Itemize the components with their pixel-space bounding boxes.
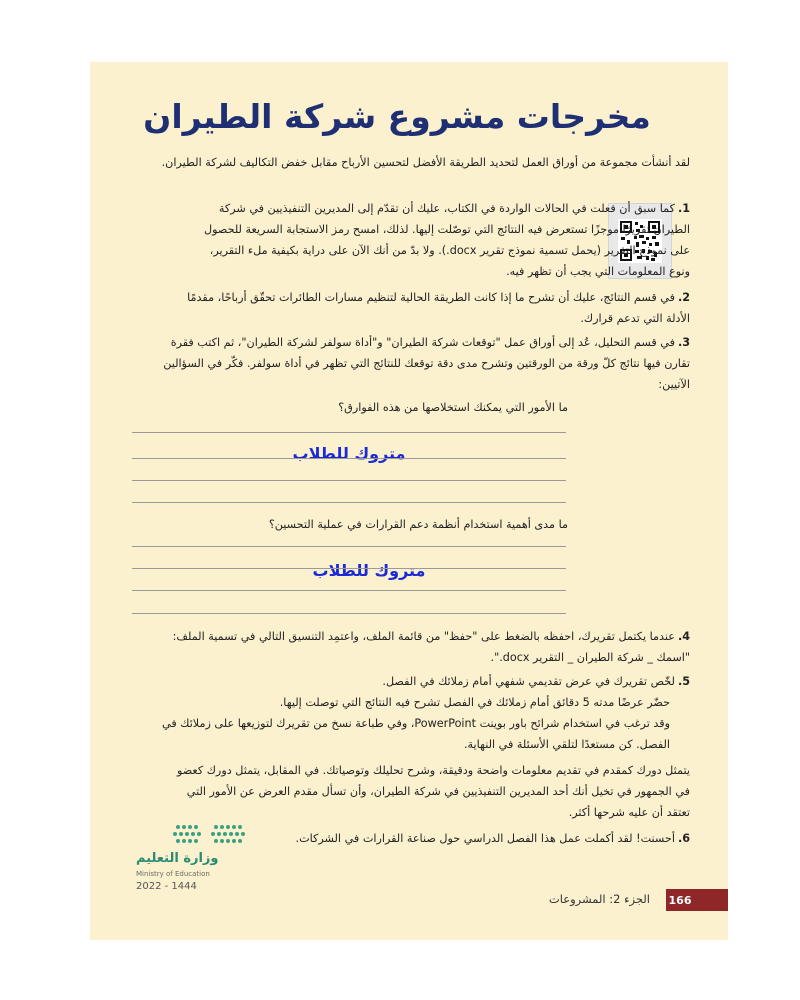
answer-line bbox=[132, 590, 566, 591]
presentation-paragraph-3: يتمثل دورك كمقدم في تقديم معلومات واضحة ودقيقة، وشرح تحليلك وتوصياتك. في المقابل، يتمثل دورك كعضو في الجمهور في تخيل أنك أحد المديرين التنفيذيين في شركة الطيران، وأن تسأل مقدم العرض عن الأمور التي تعتقد أن عليه شرحها أكثر. bbox=[176, 764, 690, 819]
item-number: 4. bbox=[677, 630, 690, 643]
item-number: 6. bbox=[677, 832, 690, 845]
answer-1: متروك للطلاب bbox=[292, 444, 406, 463]
list-item bbox=[220, 828, 690, 849]
answer-line bbox=[132, 546, 566, 547]
answer-line bbox=[132, 432, 566, 433]
answer-line bbox=[132, 458, 566, 459]
item-text: كما سبق أن فعلت في الحالات الواردة في الكتاب، عليك أن تقدّم إلى المديرين التنفيذيين في شركة الطيران تقريرًا موجزًا تستعرض فيه النتائج التي توصّلت إليها. لذلك، امسح رمز الاستجابة السريعة للحصول على نموذج التقرير (يحمل تسمية نموذج تقرير docx.). ولا بدّ من أنك الآن على دراية بكيفية ملء التقرير، ونوع المعلومات التي يجب أن تظهر فيه. bbox=[204, 202, 690, 278]
list-item bbox=[200, 198, 690, 282]
page-number: 166 bbox=[668, 893, 692, 907]
item-text: في قسم النتائج، عليك أن تشرح ما إذا كانت الطريقة الحالية لتنظيم مسارات الطائرات تحقّق أرباحًا، مقدمًا الأدلة التي تدعم قرارك. bbox=[187, 291, 690, 325]
list-item bbox=[160, 287, 690, 329]
item-number: 1. bbox=[677, 202, 690, 215]
item-text: أحسنت! لقد أكملت عمل هذا الفصل الدراسي حول صناعة القرارات في الشركات. bbox=[295, 832, 675, 845]
answer-line bbox=[132, 568, 566, 569]
answer-line bbox=[132, 480, 566, 481]
item-number: 2. bbox=[677, 291, 690, 304]
ministry-name-arabic: وزارة التعليم bbox=[136, 851, 219, 866]
item-text: لخّص تقريرك في عرض تقديمي شفهي أمام زملائك في الفصل. bbox=[382, 675, 675, 688]
item-number: 5. bbox=[677, 675, 690, 688]
presentation-paragraph-1: حضّر عرضًا مدته 5 دقائق أمام زملائك في الفصل تشرح فيه النتائج التي توصلت إليها. bbox=[279, 696, 670, 709]
page-title: مخرجات مشروع شركة الطيران bbox=[143, 97, 651, 136]
item-text: عندما يكتمل تقريرك، احفظه بالضغط على "حفظ" من قائمة الملف، واعتمِد التنسيق التالي في تسمية الملف: "اسمك _ شركة الطيران _ التقرير docx.". bbox=[172, 630, 690, 664]
presentation-paragraph-2: وقد ترغب في استخدام شرائح باور بوينت PowerPoint، وفي طباعة نسخ من تقريرك لتوزيعها على زملائك في الفصل. كن مستعدًا لتلقي الأسئلة في النهاية. bbox=[162, 717, 670, 751]
ministry-name-english: Ministry of Education bbox=[136, 870, 210, 878]
intro-paragraph: لقد أنشأت مجموعة من أوراق العمل لتحديد الطريقة الأفضل لتحسين الأرباح مقابل خفض التكاليف لشركة الطيران. bbox=[161, 156, 690, 169]
item-text: في قسم التحليل، عُد إلى أوراق عمل "توقعات شركة الطيران" و"أداة سولفر لشركة الطيران"، ثم اكتب فقرة تقارن فيها نتائج كلّ ورقة من الورقتين وتشرح مدى دقة توقعك للنتائج التي تظهر في أداة سولفر. فكّر في السؤالين الآتيين: bbox=[163, 336, 690, 391]
list-item bbox=[160, 671, 690, 692]
ministry-logo bbox=[136, 822, 256, 897]
list-item bbox=[160, 626, 690, 668]
footer-section-label: الجزء 2: المشروعات bbox=[548, 892, 650, 906]
list-item bbox=[160, 332, 690, 395]
answer-2: متروك للطلاب bbox=[312, 561, 426, 580]
question-1: ما الأمور التي يمكنك استخلاصها من هذه الفوارق؟ bbox=[338, 401, 568, 414]
edition-year: 2022 - 1444 bbox=[136, 881, 197, 892]
answer-line bbox=[132, 502, 566, 503]
answer-line bbox=[132, 613, 566, 614]
question-2: ما مدى أهمية استخدام أنظمة دعم القرارات في عملية التحسين؟ bbox=[268, 518, 568, 531]
item-number: 3. bbox=[677, 336, 690, 349]
dots-logo-icon bbox=[172, 822, 252, 848]
